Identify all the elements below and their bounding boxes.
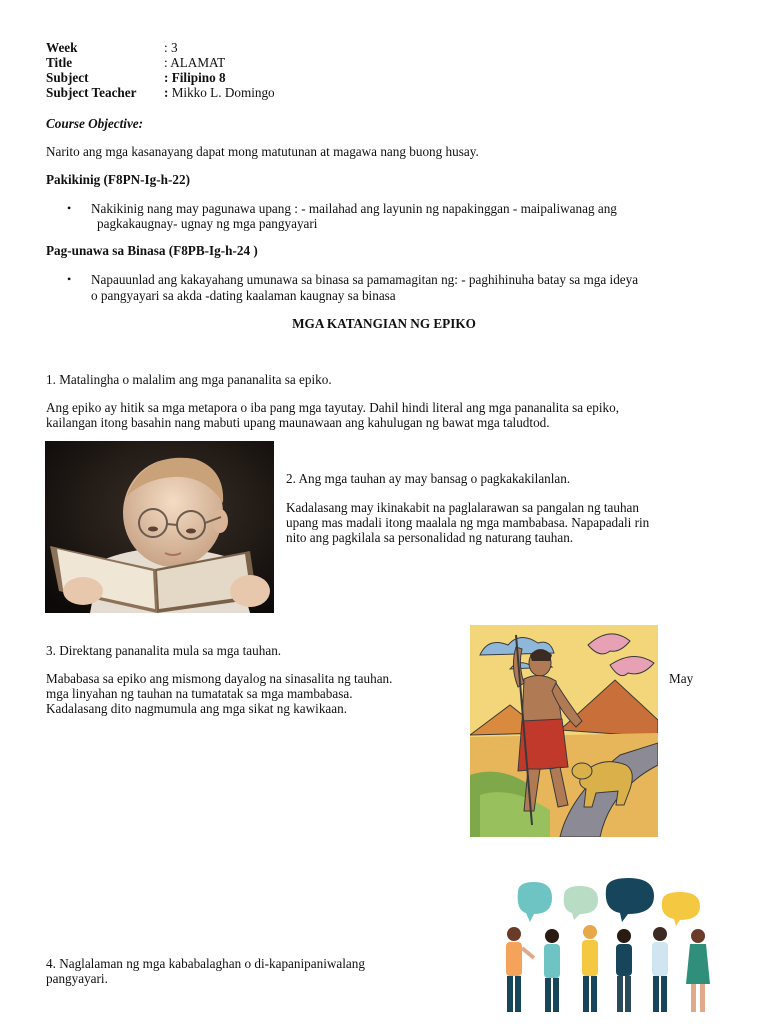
item3-heading: 3. Direktang pananalita mula sa mga tauhan.: [46, 643, 282, 658]
epic-hero-illustration: [470, 625, 658, 837]
item3-line1-end: May: [669, 671, 694, 686]
subject-value: : Filipino 8: [164, 70, 226, 85]
pagunawa-bullet-line2: o pangyayari sa akda -dating kaalaman kaugnay sa binasa: [91, 288, 396, 303]
item2-heading: 2. Ang mga tauhan ay may bansag o pagkakakilanlan.: [286, 471, 571, 486]
title-value: : ALAMAT: [164, 55, 226, 70]
bullet-icon: •: [67, 201, 72, 215]
pakikinig-bullet-line1: Nakikinig nang may pagunawa upang : - mailahad ang layunin ng napakinggan - maipaliwanag ang: [91, 201, 617, 216]
pakikinig-bullet-line2: pagkakaugnay- ugnay ng mga pangyayari: [97, 216, 318, 231]
item2-line3: nito ang pagkilala sa personalidad ng naturang tauhan.: [286, 530, 574, 545]
bullet-icon: •: [67, 272, 72, 286]
people-conversation-image: [494, 876, 718, 1016]
section-title: MGA KATANGIAN NG EPIKO: [292, 316, 476, 331]
item3-line1: Mababasa sa epiko ang mismong dayalog na sinasalita ng tauhan.: [46, 671, 393, 686]
person-6: [686, 929, 710, 1012]
item4-line2: pangyayari.: [46, 971, 108, 986]
child-reading-image: [45, 441, 274, 613]
title-label: Title: [46, 55, 73, 70]
epic-hero-image: [470, 625, 658, 837]
item1-heading: 1. Matalingha o malalim ang mga pananalita sa epiko.: [46, 372, 332, 387]
item3-line2: mga linyahan ng tauhan na tumatatak sa mga mambabasa.: [46, 686, 353, 701]
teacher-value-line: [164, 85, 275, 101]
person-2: [544, 929, 560, 1012]
pagunawa-bullet-line1: Napauunlad ang kakayahang umunawa sa binasa sa pamamagitan ng: - paghihinuha batay sa mga ideya: [91, 272, 639, 287]
objective-intro: Narito ang mga kasanayang dapat mong matutunan at magawa nang buong husay.: [46, 144, 479, 159]
child-reading-illustration: [45, 441, 274, 613]
week-value: : 3: [164, 40, 178, 55]
item3-line3: Kadalasang dito nagmumula ang mga sikat ng kawikaan.: [46, 701, 348, 716]
pakikinig-heading: Pakikinig (F8PN-Ig-h-22): [46, 172, 190, 187]
item1-line1: Ang epiko ay hitik sa mga metapora o iba pang mga tayutay. Dahil hindi literal ang mga pananalita sa epiko,: [46, 400, 619, 415]
person-5: [652, 927, 668, 1012]
week-label: Week: [46, 40, 78, 55]
pagunawa-heading: Pag-unawa sa Binasa (F8PB-Ig-h-24 ): [46, 243, 258, 258]
person-4: [616, 929, 632, 1012]
item2-line1: Kadalasang may ikinakabit na paglalarawan sa pangalan ng tauhan: [286, 500, 639, 515]
item2-line2: upang mas madali itong maalala ng mga mambabasa. Napapadali rin: [286, 515, 650, 530]
person-1: [506, 927, 534, 1012]
subject-label: Subject: [46, 70, 89, 85]
teacher-colon: :: [164, 85, 169, 100]
teacher-label: Subject Teacher: [46, 85, 137, 100]
person-3: [582, 925, 598, 1012]
people-conversation-illustration: [494, 876, 718, 1016]
objective-heading: Course Objective:: [46, 116, 144, 131]
teacher-value: Mikko L. Domingo: [168, 85, 275, 100]
item4-line1: 4. Naglalaman ng mga kababalaghan o di-kapanipaniwalang: [46, 956, 365, 971]
item1-line2: kailangan itong basahin nang mabuti upang maunawaan ang kahulugan ng bawat mga taludtod.: [46, 415, 550, 430]
